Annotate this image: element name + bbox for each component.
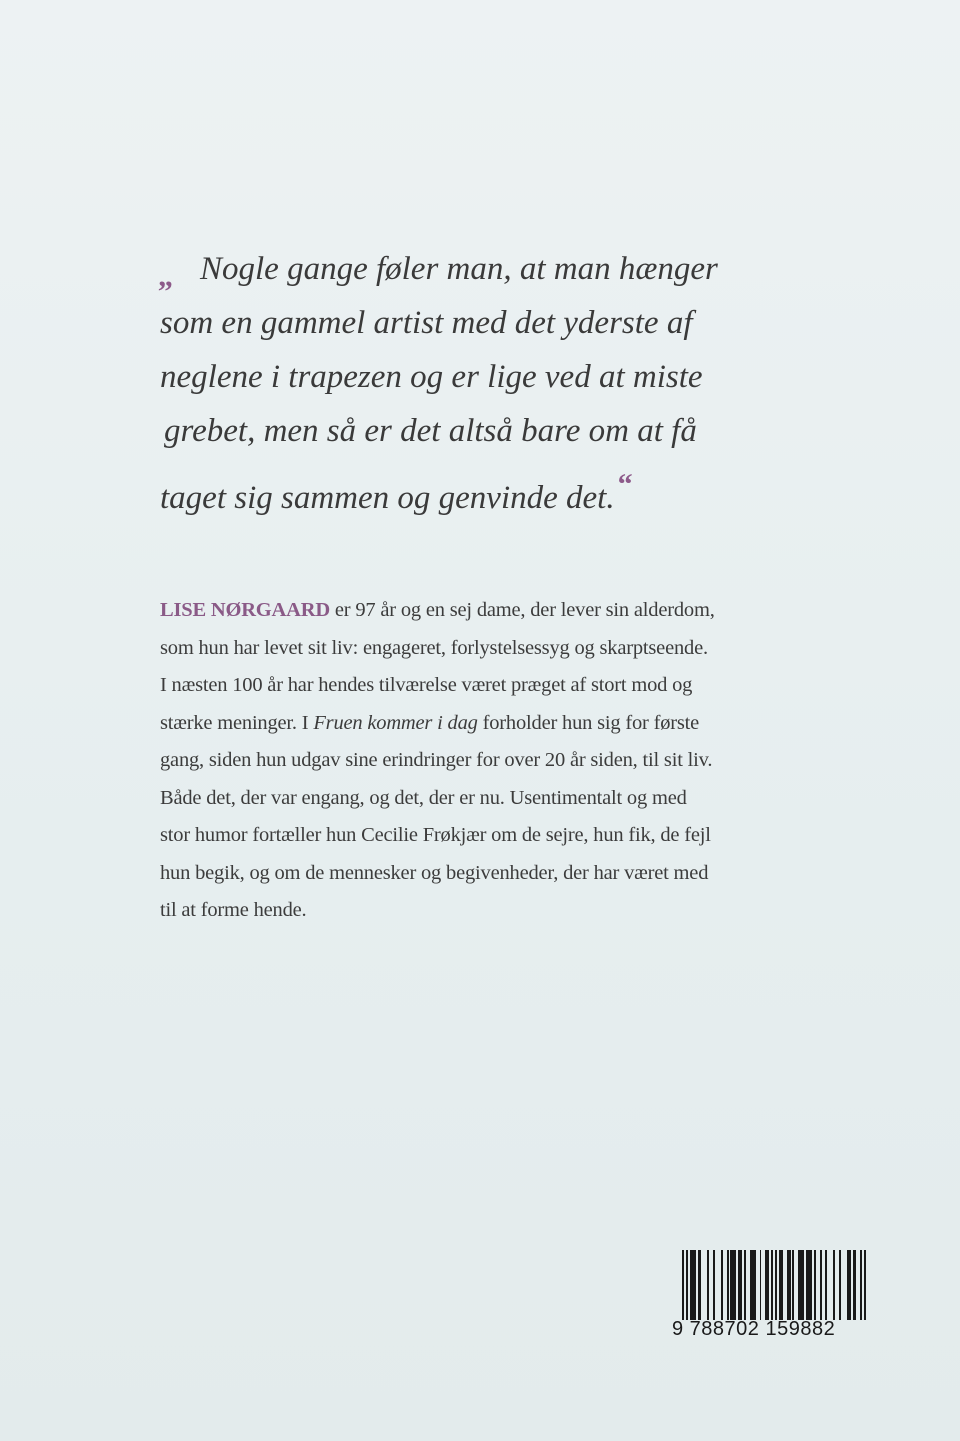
author-name: LISE NØRGAARD [160,599,330,621]
blurb-text-span: stærke meninger. I [160,711,314,734]
open-quote-mark: „ [158,260,173,293]
quote-line: som en gammel artist med det yderste af [160,305,693,341]
isbn-barcode [672,1250,872,1342]
barcode-bar [864,1250,866,1320]
barcode-digits: 9 788702 159882 [672,1318,836,1340]
blurb-line [160,705,860,743]
blurb-line: Både det, der var engang, og det, der er nu. Usentimentalt og med [160,786,687,809]
quote-line: neglene i trapezen og er lige ved at miste [160,359,703,395]
blurb-line: til at forme hende. [160,899,307,921]
blurb-text-span: er 97 år og en sej dame, der lever sin alderdom, [329,599,715,621]
quote-line: Nogle gange føler man, at man hænger [200,251,718,287]
pull-quote [160,242,880,525]
blurb-line: hun begik, og om de mennesker og begivenheder, der har været med [160,861,709,884]
blurb-text-span: forholder hun sig for første [477,711,700,734]
blurb-line: som hun har levet sit liv: engageret, forlystelsessyg og skarptseende. [160,636,708,659]
blurb-line: gang, siden hun udgav sine erindringer for over 20 år siden, til sit liv. [160,749,713,771]
close-quote-mark: “ [617,468,633,501]
book-title: Fruen kommer i dag [313,711,478,734]
barcode-bars [682,1250,867,1320]
blurb-line [160,592,860,630]
blurb-text [160,592,860,930]
quote-line-last [160,458,880,525]
quote-line: grebet, men så er det altså bare om at få [164,413,697,449]
quote-line-text: taget sig sammen og genvinde det. [160,480,615,516]
blurb-line: I næsten 100 år har hendes tilværelse været præget af stort mod og [160,674,693,696]
blurb-line: stor humor fortæller hun Cecilie Frøkjær om de sejre, hun fik, de fejl [160,824,711,846]
